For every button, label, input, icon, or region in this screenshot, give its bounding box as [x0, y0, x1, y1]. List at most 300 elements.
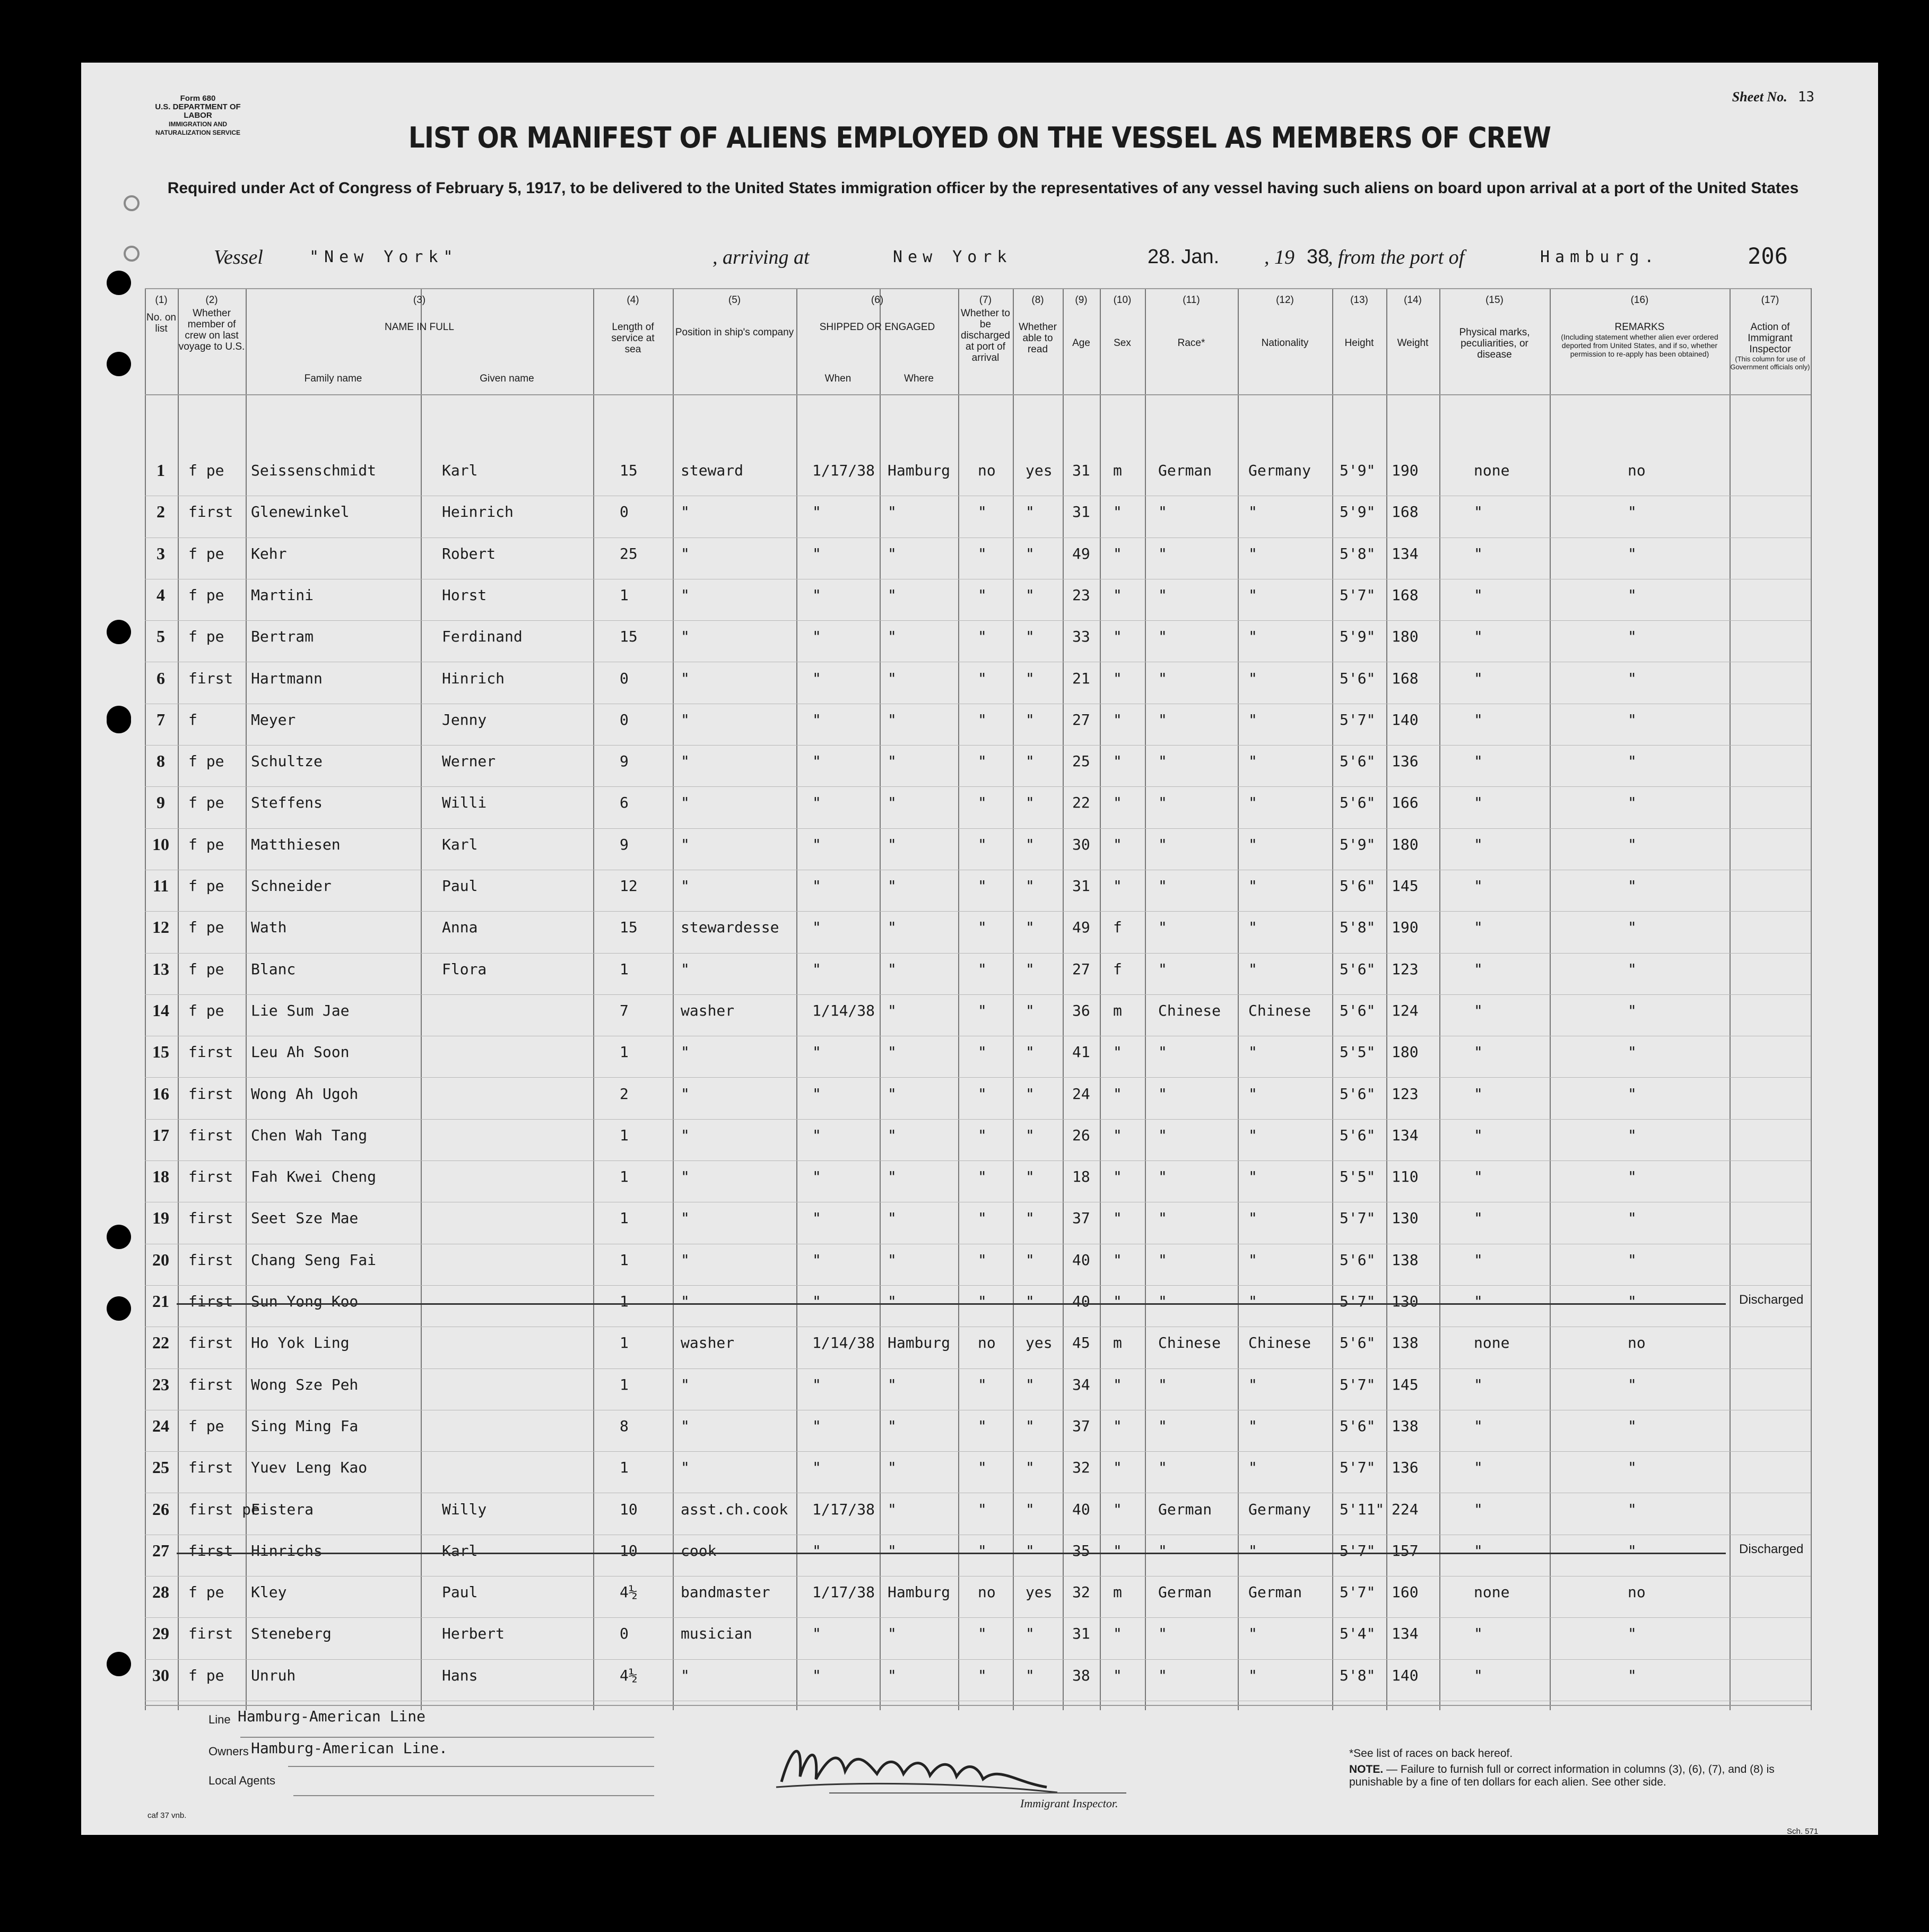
- sex: ": [1113, 1043, 1122, 1061]
- print-code: caf 37 vnb.: [147, 1811, 187, 1820]
- shipped-where: ": [888, 1459, 897, 1477]
- voyage: f: [188, 711, 197, 729]
- shipped-where: ": [888, 752, 897, 770]
- service-length: 0: [620, 669, 629, 687]
- row-number: 30: [152, 1665, 169, 1685]
- service: IMMIGRATION AND NATURALIZATION SERVICE: [155, 120, 240, 136]
- weight: 136: [1392, 752, 1419, 770]
- weight: 110: [1392, 1168, 1419, 1186]
- height: 5'8": [1340, 1666, 1376, 1684]
- physical-marks: ": [1474, 752, 1483, 770]
- weight: 134: [1392, 544, 1419, 562]
- discharged: ": [978, 544, 987, 562]
- sex: ": [1113, 1541, 1122, 1560]
- remarks: ": [1628, 1126, 1637, 1144]
- col13-label: Height: [1344, 337, 1374, 349]
- table-row: [145, 1120, 1811, 1162]
- row-number: 2: [157, 502, 165, 522]
- height: 5'6": [1340, 1001, 1376, 1019]
- punch-hole: [107, 709, 131, 733]
- discharged: ": [978, 1417, 987, 1435]
- punch-hole: [107, 1652, 131, 1676]
- position: ": [681, 1126, 690, 1144]
- shipped-when: ": [812, 503, 821, 521]
- position: ": [681, 794, 690, 812]
- shipped-where: ": [888, 1085, 897, 1103]
- sex: ": [1113, 1251, 1122, 1269]
- age: 23: [1072, 586, 1090, 604]
- discharged: ": [978, 752, 987, 770]
- table-row: [145, 746, 1811, 787]
- remarks: ": [1628, 1541, 1637, 1560]
- weight: 180: [1392, 835, 1419, 853]
- service-length: 1: [620, 1168, 629, 1186]
- able-to-read: ": [1026, 1251, 1035, 1269]
- col3-family-label: Family name: [304, 373, 362, 384]
- year-suffix: 38: [1307, 246, 1330, 268]
- row-number: 27: [152, 1540, 169, 1560]
- sex: ": [1113, 503, 1122, 521]
- service-length: 15: [620, 628, 638, 646]
- shipped-where: ": [888, 711, 897, 729]
- row-number: 19: [152, 1208, 169, 1228]
- shipped-when: ": [812, 1126, 821, 1144]
- col7-number: (7): [979, 294, 992, 306]
- discharged: ": [978, 1500, 987, 1518]
- discharged: ": [978, 628, 987, 646]
- nationality: ": [1248, 1085, 1257, 1103]
- shipped-where: ": [888, 1126, 897, 1144]
- position: ": [681, 1251, 690, 1269]
- sex: ": [1113, 794, 1122, 812]
- service-length: 1: [620, 1375, 629, 1393]
- shipped-where: ": [888, 669, 897, 687]
- given-name: Hans: [442, 1666, 478, 1684]
- service-length: 1: [620, 1251, 629, 1269]
- remarks: ": [1628, 544, 1637, 562]
- position: stewardesse: [681, 919, 779, 937]
- physical-marks: ": [1474, 1625, 1483, 1643]
- able-to-read: ": [1026, 752, 1035, 770]
- service-length: 1: [620, 586, 629, 604]
- col13-number: (13): [1350, 294, 1368, 306]
- discharged: ": [978, 1168, 987, 1186]
- shipped-where: ": [888, 1001, 897, 1019]
- discharged: no: [978, 462, 996, 479]
- col8-number: (8): [1031, 294, 1044, 306]
- family-name: Wong Ah Ugoh: [251, 1085, 359, 1103]
- discharged: ": [978, 1251, 987, 1269]
- shipped-when: ": [812, 1043, 821, 1061]
- physical-marks: ": [1474, 544, 1483, 562]
- remarks: ": [1628, 1168, 1637, 1186]
- physical-marks: ": [1474, 835, 1483, 853]
- height: 5'7": [1340, 1209, 1376, 1227]
- weight: 136: [1392, 1459, 1419, 1477]
- voyage: f pe: [188, 877, 224, 895]
- shipped-where: ": [888, 1375, 897, 1393]
- family-name: Steffens: [251, 794, 323, 812]
- given-name: Heinrich: [442, 503, 514, 521]
- col8-label: Whether able to read: [1019, 322, 1057, 355]
- shipped-where: ": [888, 628, 897, 646]
- ring-hole-2: [124, 246, 140, 262]
- age: 37: [1072, 1417, 1090, 1435]
- shipped-where: ": [888, 877, 897, 895]
- row-number: 24: [152, 1416, 169, 1435]
- table-row: [145, 995, 1811, 1037]
- remarks: ": [1628, 1625, 1637, 1643]
- nationality: ": [1248, 503, 1257, 521]
- table-row: [145, 1328, 1811, 1369]
- remarks: ": [1628, 1001, 1637, 1019]
- able-to-read: ": [1026, 919, 1035, 937]
- physical-marks: none: [1474, 1583, 1510, 1601]
- family-name: Seet Sze Mae: [251, 1209, 359, 1227]
- discharged: ": [978, 503, 987, 521]
- position: ": [681, 1043, 690, 1061]
- col1-label: No. on list: [146, 312, 176, 334]
- sex: ": [1113, 752, 1122, 770]
- race: Chinese: [1158, 1334, 1221, 1352]
- nationality: ": [1248, 1541, 1257, 1560]
- col9-label: Age: [1072, 337, 1090, 349]
- family-name: Wath: [251, 919, 287, 937]
- weight: 130: [1392, 1293, 1419, 1310]
- nationality: Chinese: [1248, 1334, 1311, 1352]
- sex: ": [1113, 1126, 1122, 1144]
- row-number: 15: [152, 1042, 169, 1062]
- nationality: ": [1248, 1209, 1257, 1227]
- family-name: Schultze: [251, 752, 323, 770]
- voyage: f pe: [188, 835, 224, 853]
- sheet-number: [1732, 89, 1814, 105]
- race: ": [1158, 669, 1167, 687]
- shipped-when: ": [812, 919, 821, 937]
- nationality: ": [1248, 544, 1257, 562]
- family-name: Chen Wah Tang: [251, 1126, 368, 1144]
- remarks: ": [1628, 1459, 1637, 1477]
- shipped-where: ": [888, 1500, 897, 1518]
- physical-marks: ": [1474, 1541, 1483, 1560]
- remarks: ": [1628, 586, 1637, 604]
- race: ": [1158, 1168, 1167, 1186]
- shipped-where: ": [888, 1666, 897, 1684]
- shipped-where: Hamburg: [888, 1583, 951, 1601]
- line-label: Line: [208, 1713, 231, 1726]
- inspector-signature: [771, 1729, 1068, 1803]
- position: ": [681, 669, 690, 687]
- nationality: ": [1248, 1417, 1257, 1435]
- given-name: Hinrich: [442, 669, 505, 687]
- table-row: [145, 954, 1811, 995]
- nationality: ": [1248, 752, 1257, 770]
- height: 5'7": [1340, 1293, 1376, 1310]
- race: ": [1158, 586, 1167, 604]
- weight: 190: [1392, 462, 1419, 479]
- note-text: — Failure to furnish full or correct information in columns (3), (6), (7), and (8) is punishable by a fine of ten dollars for each alien. See other side.: [1349, 1763, 1775, 1788]
- table-row: [145, 871, 1811, 912]
- family-name: Blanc: [251, 960, 296, 978]
- sex: ": [1113, 877, 1122, 895]
- service-length: 7: [620, 1001, 629, 1019]
- physical-marks: ": [1474, 628, 1483, 646]
- height: 5'7": [1340, 586, 1376, 604]
- line-value: Hamburg-American Line: [238, 1708, 426, 1725]
- race: ": [1158, 794, 1167, 812]
- race: ": [1158, 1043, 1167, 1061]
- height: 5'9": [1340, 628, 1376, 646]
- family-name: Hinrichs: [251, 1541, 323, 1560]
- service-length: 6: [620, 794, 629, 812]
- family-name: Bertram: [251, 628, 314, 646]
- table-row: [145, 1660, 1811, 1702]
- age: 31: [1072, 1625, 1090, 1643]
- weight: 166: [1392, 794, 1419, 812]
- height: 5'7": [1340, 1583, 1376, 1601]
- vessel-line: [214, 246, 1832, 278]
- table-row: [145, 1452, 1811, 1494]
- shipped-when: ": [812, 544, 821, 562]
- row-number: 9: [157, 793, 165, 812]
- table-row: [145, 497, 1811, 538]
- sex: ": [1113, 1168, 1122, 1186]
- nationality: Germany: [1248, 1500, 1311, 1518]
- voyage: first pe: [188, 1500, 260, 1518]
- shipped-where: ": [888, 1043, 897, 1061]
- weight: 180: [1392, 1043, 1419, 1061]
- shipped-when: 1/17/38: [812, 1500, 875, 1518]
- col11-label: Race*: [1177, 337, 1205, 349]
- remarks: ": [1628, 503, 1637, 521]
- remarks: ": [1628, 1417, 1637, 1435]
- position: ": [681, 711, 690, 729]
- shipped-where: ": [888, 1417, 897, 1435]
- race: ": [1158, 919, 1167, 937]
- row-number: 1: [157, 461, 165, 480]
- sex: m: [1113, 462, 1122, 479]
- race: ": [1158, 1459, 1167, 1477]
- service-length: 1: [620, 1126, 629, 1144]
- table-row: [145, 705, 1811, 746]
- height: 5'6": [1340, 1126, 1376, 1144]
- height: 5'11": [1340, 1500, 1385, 1518]
- table-row: [145, 1245, 1811, 1286]
- col14-label: Weight: [1397, 337, 1429, 349]
- table-row: [145, 663, 1811, 705]
- weight: 145: [1392, 1375, 1419, 1393]
- height: 5'6": [1340, 794, 1376, 812]
- able-to-read: ": [1026, 1043, 1035, 1061]
- discharged: ": [978, 1001, 987, 1019]
- remarks: ": [1628, 794, 1637, 812]
- table-row: [145, 912, 1811, 954]
- nationality: ": [1248, 1666, 1257, 1684]
- owners-value: Hamburg-American Line.: [251, 1739, 448, 1757]
- remarks: ": [1628, 1500, 1637, 1518]
- race: ": [1158, 711, 1167, 729]
- owners-label: Owners: [208, 1745, 249, 1758]
- race: ": [1158, 544, 1167, 562]
- remarks: no: [1628, 1583, 1646, 1601]
- nationality: ": [1248, 835, 1257, 853]
- able-to-read: ": [1026, 586, 1035, 604]
- discharged: ": [978, 1459, 987, 1477]
- col4-number: (4): [627, 294, 639, 306]
- height: 5'5": [1340, 1168, 1376, 1186]
- physical-marks: ": [1474, 1085, 1483, 1103]
- form-number: Form 680: [180, 94, 216, 103]
- shipped-when: ": [812, 1251, 821, 1269]
- remarks: ": [1628, 711, 1637, 729]
- races-note: *See list of races on back hereof.: [1349, 1747, 1513, 1760]
- nationality: ": [1248, 1168, 1257, 1186]
- position: ": [681, 586, 690, 604]
- race: ": [1158, 877, 1167, 895]
- sex: f: [1113, 960, 1122, 978]
- discharged: no: [978, 1334, 996, 1352]
- sex: ": [1113, 669, 1122, 687]
- row-number: 12: [152, 917, 169, 937]
- voyage: first: [188, 1085, 233, 1103]
- given-name: Herbert: [442, 1625, 505, 1643]
- given-name: Horst: [442, 586, 487, 604]
- shipped-when: ": [812, 669, 821, 687]
- page-stamp-number: 206: [1748, 243, 1788, 269]
- able-to-read: ": [1026, 1209, 1035, 1227]
- sex: ": [1113, 1417, 1122, 1435]
- col7-label: Whether to be discharged at port of arrival: [961, 308, 1010, 363]
- shipped-where: ": [888, 835, 897, 853]
- height: 5'9": [1340, 462, 1376, 479]
- shipped-when: ": [812, 1541, 821, 1560]
- col9-number: (9): [1075, 294, 1088, 306]
- service-length: 9: [620, 752, 629, 770]
- family-name: Schneider: [251, 877, 332, 895]
- discharged: ": [978, 1085, 987, 1103]
- col2-label: Whether member of crew on last voyage to U.S.: [178, 308, 245, 352]
- vessel-name: "New York": [309, 248, 458, 266]
- age: 25: [1072, 752, 1090, 770]
- shipped-when: ": [812, 1375, 821, 1393]
- voyage: f pe: [188, 628, 224, 646]
- sex: ": [1113, 711, 1122, 729]
- sex: ": [1113, 1375, 1122, 1393]
- weight: 140: [1392, 1666, 1419, 1684]
- age: 32: [1072, 1583, 1090, 1601]
- race: German: [1158, 462, 1212, 479]
- row-number: 20: [152, 1250, 169, 1269]
- row-number: 29: [152, 1624, 169, 1643]
- weight: 190: [1392, 919, 1419, 937]
- race: ": [1158, 752, 1167, 770]
- shipped-where: ": [888, 544, 897, 562]
- given-name: Werner: [442, 752, 496, 770]
- discharged: ": [978, 1043, 987, 1061]
- physical-marks: ": [1474, 711, 1483, 729]
- shipped-where: Hamburg: [888, 1334, 951, 1352]
- col16-sublabel: (Including statement whether alien ever ordered deported from United States, and if so, whether permission to re-apply has been obtained): [1561, 333, 1718, 358]
- remarks: ": [1628, 1085, 1637, 1103]
- col1-number: (1): [155, 294, 168, 306]
- age: 32: [1072, 1459, 1090, 1477]
- table-row: [145, 1079, 1811, 1120]
- remarks: ": [1628, 1209, 1637, 1227]
- voyage: f pe: [188, 960, 224, 978]
- remarks: ": [1628, 835, 1637, 853]
- physical-marks: ": [1474, 1251, 1483, 1269]
- punch-hole: [107, 352, 131, 376]
- discharged: ": [978, 794, 987, 812]
- service-length: 0: [620, 1625, 629, 1643]
- nationality: ": [1248, 960, 1257, 978]
- from-port: Hamburg.: [1540, 248, 1659, 266]
- position: ": [681, 1375, 690, 1393]
- height: 5'5": [1340, 1043, 1376, 1061]
- sex: m: [1113, 1001, 1122, 1019]
- sex: m: [1113, 1334, 1122, 1352]
- weight: 138: [1392, 1334, 1419, 1352]
- note-label: NOTE.: [1349, 1763, 1384, 1775]
- weight: 140: [1392, 711, 1419, 729]
- discharged: ": [978, 1293, 987, 1310]
- shipped-when: ": [812, 1417, 821, 1435]
- voyage: first: [188, 1334, 233, 1352]
- voyage: f pe: [188, 1417, 224, 1435]
- col3-given-label: Given name: [480, 373, 534, 384]
- table-row: [145, 1494, 1811, 1536]
- physical-marks: ": [1474, 669, 1483, 687]
- given-name: Willy: [442, 1500, 487, 1518]
- row-number: 22: [152, 1333, 169, 1353]
- nationality: ": [1248, 1625, 1257, 1643]
- sex: ": [1113, 1085, 1122, 1103]
- position: washer: [681, 1001, 735, 1019]
- shipped-where: Hamburg: [888, 462, 951, 479]
- col2-number: (2): [205, 294, 218, 306]
- shipped-where: ": [888, 1209, 897, 1227]
- col5-number: (5): [728, 294, 741, 306]
- position: ": [681, 752, 690, 770]
- shipped-when: 1/14/38: [812, 1334, 875, 1352]
- table-row: [145, 1618, 1811, 1660]
- vessel-label: Vessel: [214, 246, 263, 268]
- sex: ": [1113, 1666, 1122, 1684]
- position: washer: [681, 1334, 735, 1352]
- weight: 123: [1392, 960, 1419, 978]
- race: ": [1158, 1251, 1167, 1269]
- remarks: ": [1628, 669, 1637, 687]
- given-name: Paul: [442, 877, 478, 895]
- shipped-when: ": [812, 1666, 821, 1684]
- discharged: ": [978, 919, 987, 937]
- table-row: [145, 1286, 1811, 1328]
- inspector-label: Immigrant Inspector.: [1020, 1797, 1118, 1810]
- position: ": [681, 1085, 690, 1103]
- service-length: 10: [620, 1500, 638, 1518]
- height: 5'9": [1340, 835, 1376, 853]
- race: ": [1158, 503, 1167, 521]
- col12-number: (12): [1276, 294, 1294, 306]
- table-row: [145, 1577, 1811, 1618]
- nationality: German: [1248, 1583, 1302, 1601]
- physical-marks: ": [1474, 877, 1483, 895]
- row-number: 13: [152, 959, 169, 978]
- shipped-when: ": [812, 586, 821, 604]
- col5-label: Position in ship's company: [675, 327, 794, 338]
- height: 5'6": [1340, 1334, 1376, 1352]
- race: ": [1158, 1085, 1167, 1103]
